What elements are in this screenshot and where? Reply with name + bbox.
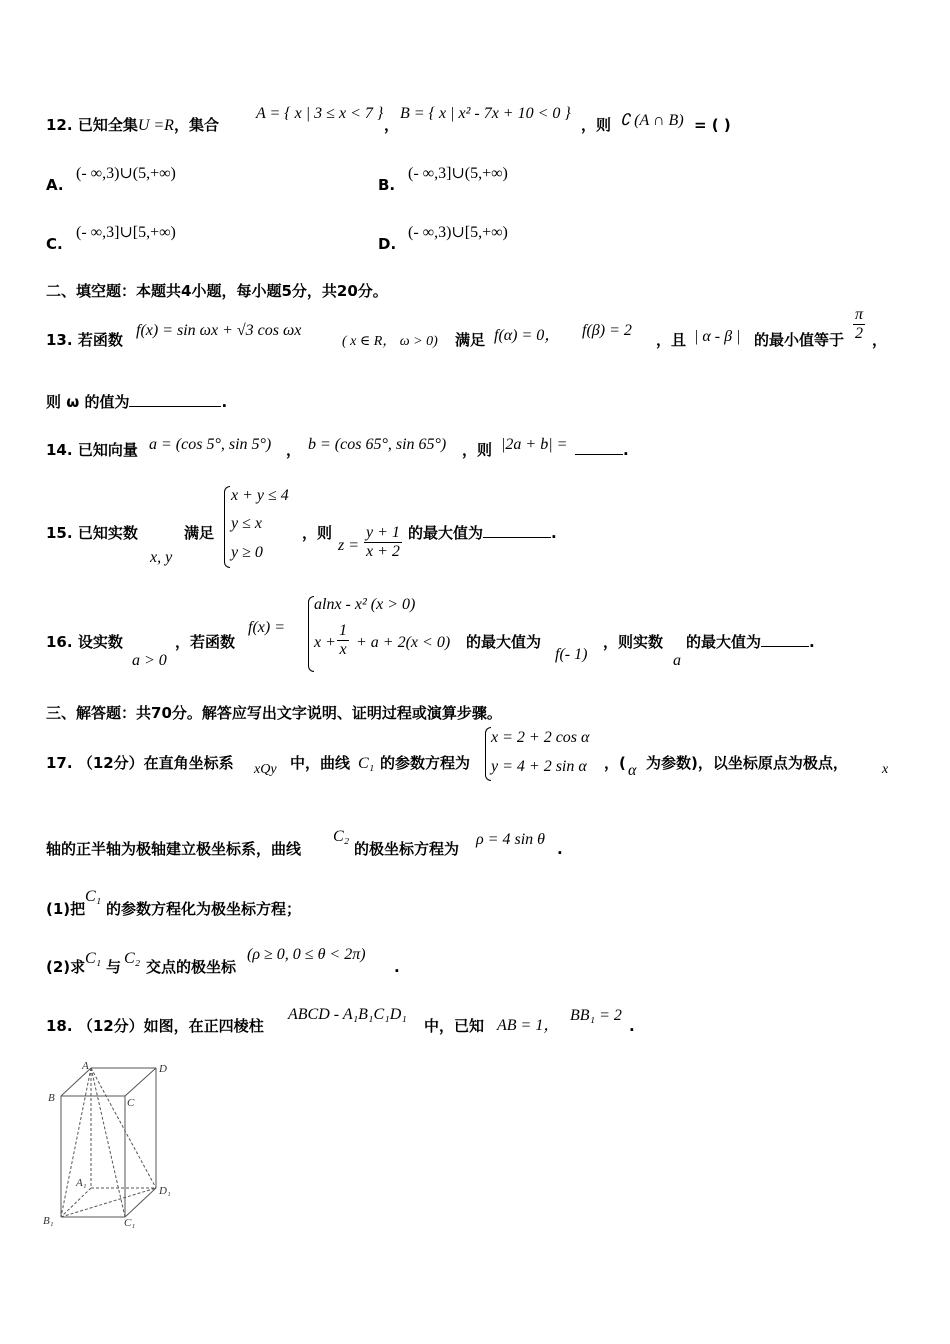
q17-alpha: α	[628, 762, 637, 779]
q16-answer-blank[interactable]	[761, 632, 809, 647]
q15-satisfies: 满足	[184, 524, 215, 542]
q16-then: ，则实数	[603, 633, 664, 651]
q12-set-b: B = { x | x² - 7x + 10 < 0 }	[400, 105, 571, 122]
q14-vec-a: a = (cos 5°, sin 5°)	[149, 436, 272, 453]
q14-blank-wrap	[575, 440, 629, 460]
q15-end: .	[551, 524, 557, 542]
q14-vec-b: b = (cos 65°, sin 65°)	[308, 436, 447, 453]
label-c1: C₁	[124, 1217, 136, 1229]
q12-number: 12.	[46, 116, 73, 134]
q12-option-c-label: C.	[46, 235, 63, 253]
q13-frac-den: 2	[855, 325, 863, 342]
q17-sys: xQy	[254, 762, 277, 777]
q17-part1-c1: C₁	[85, 888, 102, 905]
q17-part2-c1: C₁	[85, 950, 102, 967]
q13-end: .	[221, 393, 228, 411]
q17-part2-end: .	[394, 958, 400, 976]
label-b: B	[48, 1092, 55, 1104]
q14-answer-blank[interactable]	[575, 440, 623, 455]
q13-and: ，且	[656, 331, 687, 349]
q18-mid: 中，已知	[424, 1017, 485, 1035]
q12-option-b-label: B.	[378, 176, 396, 194]
q14-stem-text: 已知向量	[77, 441, 138, 459]
q18-prism: ABCD - A₁B₁C₁D₁	[288, 1006, 407, 1023]
q13-line2	[46, 392, 227, 412]
q14-stem	[46, 440, 138, 460]
q12-comma: ，集合	[173, 116, 219, 134]
q15-vars: x, y	[150, 549, 173, 566]
q17-part2-text: 交点的极坐标	[146, 958, 237, 976]
q17-part2-c2: C₂	[124, 950, 141, 967]
q16-f-minus-1: f(- 1)	[555, 646, 588, 663]
q13-line2-text: 则 ω 的值为	[46, 393, 130, 411]
q16-end: .	[809, 633, 815, 651]
label-a1: A₁	[76, 1177, 87, 1189]
q17-eq1: x = 2 + 2 cos α	[491, 729, 590, 746]
q13-fraction	[853, 306, 865, 343]
q18-prism-figure	[40, 1058, 180, 1233]
q17-part2-range: (ρ ≥ 0, 0 ≤ θ < 2π)	[247, 946, 366, 963]
q13-number: 13.	[46, 331, 73, 349]
edge-dc	[125, 1068, 156, 1096]
q17-stem	[46, 753, 234, 773]
q15-z: z =	[338, 537, 360, 554]
q13-frac-num: π	[855, 306, 864, 323]
label-d: D	[159, 1063, 167, 1075]
q16-number: 16.	[46, 633, 73, 651]
q13-func: f(x) = sin ωx + √3 cos ωx	[136, 322, 302, 339]
q16-piece2-a: x +	[314, 634, 336, 651]
q17-comma: ，(	[604, 754, 626, 772]
q12-sep: ，	[384, 116, 400, 134]
q14-comma: ，	[286, 441, 302, 459]
q12-option-c-expr: (- ∞,3]∪[5,+∞)	[76, 224, 176, 241]
q12-stem	[46, 115, 219, 136]
q12-option-d-label: D.	[378, 235, 397, 253]
diag-b1d1	[61, 1188, 156, 1217]
q12-then: ，则	[581, 116, 612, 134]
q16-a: a	[673, 652, 681, 669]
q16-frac-num: 1	[339, 622, 347, 639]
q13-cond2: f(β) = 2	[582, 322, 632, 339]
q12-option-a-expr: (- ∞,3)∪(5,+∞)	[76, 165, 176, 182]
q17-line2	[46, 839, 301, 859]
q17-polar: 的极坐标方程为	[354, 840, 460, 858]
q15-sys-3: y ≥ 0	[231, 544, 263, 561]
q15-then: ，则	[302, 524, 333, 542]
q12-complement: ∁ (A ∩ B)	[620, 112, 684, 129]
q17-x: x	[882, 762, 889, 777]
q12-eq: = ( )	[694, 116, 731, 134]
q13-satisfies: 满足	[455, 331, 486, 349]
q13-tail: ，	[872, 331, 888, 349]
q17-score: （12分）在直角坐标系	[77, 754, 234, 772]
section-solution-heading: 三、解答题：共70分。解答应写出文字说明、证明过程或演算步骤。	[46, 704, 502, 722]
q18-bb1: BB₁ = 2	[570, 1007, 622, 1024]
label-d1: D₁	[159, 1185, 171, 1197]
q17-eq2: y = 4 + 2 sin α	[491, 758, 587, 775]
q14-expr: |2a + b| =	[501, 436, 568, 453]
q15-frac-num: y + 1	[366, 524, 400, 541]
q15-tail	[408, 523, 557, 543]
q13-domain: ( x ∈ R， ω > 0)	[342, 334, 438, 349]
q18-ab: AB = 1，	[497, 1017, 560, 1034]
q16-piece2-b: + a + 2(x < 0)	[356, 634, 451, 651]
q17-part2-with: 与	[106, 958, 122, 976]
q12-option-b-expr: (- ∞,3]∪(5,+∞)	[408, 165, 508, 182]
q16-fraction	[337, 622, 349, 659]
q13-min-label: 的最小值等于	[754, 331, 845, 349]
q14-end: .	[623, 441, 629, 459]
q15-number: 15.	[46, 524, 73, 542]
q17-number: 17.	[46, 754, 73, 772]
label-b1: B₁	[43, 1215, 54, 1227]
q13-cond1: f(α) = 0，	[494, 327, 561, 344]
q16-comma: ，若函数	[175, 633, 236, 651]
q14-number: 14.	[46, 441, 73, 459]
q15-brace	[224, 486, 230, 568]
q16-tail	[686, 632, 815, 652]
edge-ab	[61, 1068, 91, 1096]
q17-part1-label: (1)把	[46, 900, 86, 918]
q13-absdiff: | α - β |	[694, 328, 741, 345]
q15-stem	[46, 523, 138, 543]
q14-then: ，则	[462, 441, 493, 459]
diag-ad1	[91, 1068, 156, 1188]
q15-stem-text: 已知实数	[77, 524, 138, 542]
q13-answer-blank[interactable]	[129, 392, 221, 407]
q15-max-label: 的最大值为	[408, 524, 484, 542]
edge-c1d1	[125, 1188, 156, 1217]
q17-param: 的参数方程为	[380, 754, 471, 772]
q15-sys-2: y ≤ x	[231, 515, 262, 532]
q17-rho: ρ = 4 sin θ	[476, 831, 546, 848]
q16-max-label: 的最大值为	[686, 633, 762, 651]
q16-frac-den: x	[339, 641, 347, 658]
diag-ac1	[91, 1068, 125, 1217]
q13-stem-text: 若函数	[77, 331, 123, 349]
q15-answer-blank[interactable]	[483, 523, 551, 538]
q17-end: .	[557, 840, 563, 858]
q17-c1: C₁	[358, 755, 375, 772]
q15-frac-den: x + 2	[366, 543, 400, 560]
q17-line2-text: 轴的正半轴为极轴建立极坐标系，曲线	[46, 840, 302, 858]
q17-mid: 中，曲线	[290, 754, 351, 772]
q15-fraction	[364, 524, 402, 561]
q12-option-a-label: A.	[46, 176, 64, 194]
q16-stem-text: 设实数	[77, 633, 123, 651]
q17-c2: C₂	[333, 828, 350, 845]
label-a: A	[82, 1060, 89, 1072]
q12-stem-text: 已知全集	[77, 116, 138, 134]
q12-set-a: A = { x | 3 ≤ x < 7 }	[256, 105, 384, 122]
q17-part1-text: 的参数方程化为极坐标方程；	[106, 900, 302, 918]
q18-number: 18.	[46, 1017, 73, 1035]
q12-option-d-expr: (- ∞,3)∪[5,+∞)	[408, 224, 508, 241]
q18-stem	[46, 1016, 264, 1036]
label-c: C	[127, 1097, 135, 1109]
q15-sys-1: x + y ≤ 4	[231, 487, 289, 504]
q12-universe: U =R	[137, 117, 174, 134]
q17-param-text: 为参数)，以坐标原点为极点，	[646, 754, 848, 772]
q16-maxval: 的最大值为	[466, 633, 542, 651]
q13-stem	[46, 330, 123, 350]
q18-score: （12分）如图，在正四棱柱	[77, 1017, 264, 1035]
q16-piece1: alnx - x² (x > 0)	[314, 596, 416, 613]
q16-stem	[46, 632, 123, 652]
q16-cond: a > 0	[132, 652, 167, 669]
q16-f: f(x) =	[248, 619, 285, 636]
diag-ab1	[61, 1068, 91, 1217]
q18-end: .	[629, 1017, 635, 1035]
section-fill-in-heading: 二、填空题：本题共4小题，每小题5分，共20分。	[46, 282, 388, 300]
q17-part2-label: (2)求	[46, 958, 86, 976]
